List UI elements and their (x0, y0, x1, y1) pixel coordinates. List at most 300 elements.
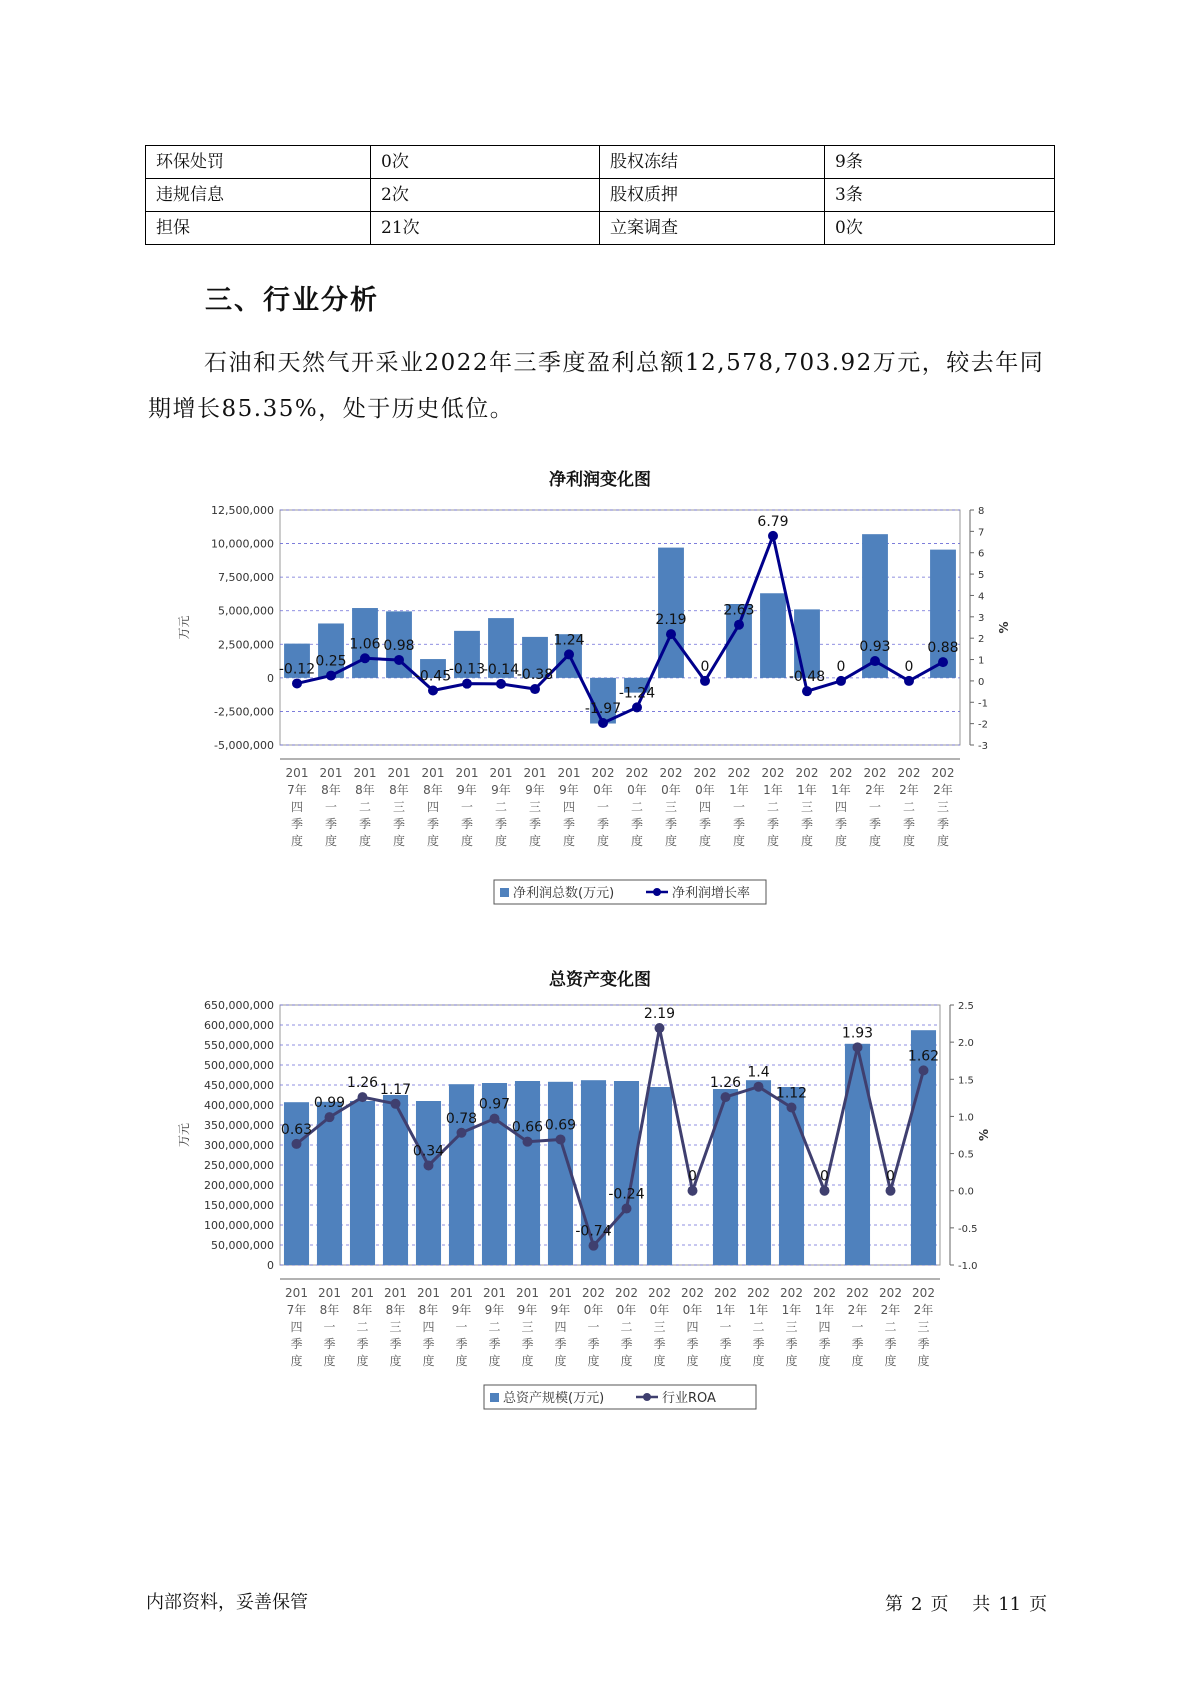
x-tick-label: 201 (319, 766, 343, 780)
x-tick-label: 度 (323, 1354, 336, 1368)
data-label: 1.24 (553, 632, 585, 649)
y-tick-label: 0 (267, 1259, 274, 1272)
y-tick-label: 600,000,000 (204, 1019, 274, 1032)
table-cell: 立案调查 (600, 212, 825, 245)
x-tick-label: 二 (630, 800, 644, 814)
table-cell: 环保处罚 (146, 146, 371, 179)
line-point (326, 671, 336, 681)
x-tick-label: 度 (290, 834, 304, 848)
y-axis-title: 万元 (177, 1122, 191, 1148)
data-label: 0.25 (315, 653, 347, 670)
section-title: 三、行业分析 (205, 285, 379, 316)
data-label: 1.4 (747, 1064, 770, 1081)
x-tick-label: 三 (528, 800, 542, 814)
y-tick-label: 450,000,000 (204, 1079, 274, 1092)
data-label: 0.34 (412, 1143, 445, 1160)
data-label: 2.19 (643, 1006, 676, 1023)
x-tick-label: 9年 (559, 783, 579, 797)
page-prefix: 第 (885, 1594, 903, 1615)
x-tick-label: 202 (761, 766, 785, 780)
x-tick-label: 季 (936, 817, 950, 831)
risk-info-table (145, 145, 1055, 245)
x-tick-label: 度 (620, 1354, 633, 1368)
x-tick-label: 度 (356, 1354, 369, 1368)
x-tick-label: 季 (752, 1337, 765, 1351)
x-tick-label: 季 (818, 1337, 831, 1351)
x-tick-label: 季 (868, 817, 882, 831)
data-label: 1.26 (346, 1075, 379, 1092)
x-tick-label: 季 (455, 1337, 468, 1351)
x-tick-label: 季 (528, 817, 542, 831)
x-tick-label: 9年 (491, 783, 511, 797)
x-tick-label: 三 (389, 1320, 402, 1334)
x-tick-label: 8年 (385, 1303, 406, 1317)
line-point (938, 657, 948, 667)
table-cell: 2次 (371, 179, 600, 212)
x-tick-label: 季 (323, 1337, 336, 1351)
legend-bar-label: 总资产规模(万元) (503, 1391, 605, 1406)
data-label: 1.93 (841, 1025, 874, 1042)
data-label: 0 (904, 658, 914, 675)
x-tick-label: 度 (521, 1354, 534, 1368)
footer-confidential-note: 内部资料，妥善保管 (146, 1592, 308, 1613)
x-tick-label: 9年 (517, 1303, 538, 1317)
x-tick-label: 三 (785, 1320, 798, 1334)
x-tick-label: 202 (780, 1286, 803, 1300)
x-tick-label: 度 (752, 1354, 765, 1368)
y2-tick-label: -3 (978, 741, 988, 752)
x-tick-label: 202 (879, 1286, 902, 1300)
x-tick-label: 二 (488, 1320, 501, 1334)
table-cell: 3条 (825, 179, 1055, 212)
y-tick-label: 2,500,000 (218, 638, 274, 652)
x-tick-label: 202 (681, 1286, 704, 1300)
x-tick-label: 季 (389, 1337, 402, 1351)
y-tick-label: 0 (267, 671, 274, 685)
x-tick-label: 度 (488, 1354, 501, 1368)
line-point (598, 718, 608, 728)
x-tick-label: 度 (460, 834, 474, 848)
x-tick-label: 度 (732, 834, 746, 848)
data-label: -1.97 (584, 700, 622, 717)
y2-tick-label: 8 (978, 506, 985, 517)
data-label: -0.45 (414, 668, 452, 685)
y2-tick-label: -0.5 (958, 1223, 978, 1235)
x-tick-label: 201 (450, 1286, 473, 1300)
y2-tick-label: -2 (978, 719, 988, 731)
x-tick-label: 202 (582, 1286, 605, 1300)
table-cell: 担保 (146, 212, 371, 245)
x-tick-label: 四 (818, 1320, 831, 1334)
legend-line-marker (653, 888, 661, 896)
line-point (360, 653, 370, 663)
x-tick-label: 三 (392, 800, 406, 814)
x-tick-label: 二 (358, 800, 372, 814)
x-tick-label: 四 (698, 800, 712, 814)
y-tick-label: 50,000,000 (211, 1239, 274, 1252)
footer-page-info (885, 1590, 1055, 1616)
y2-axis-title: % (977, 1128, 991, 1142)
x-tick-label: 度 (902, 834, 916, 848)
x-tick-label: 一 (596, 800, 610, 814)
x-tick-label: 0年 (583, 1303, 604, 1317)
x-tick-label: 度 (587, 1354, 600, 1368)
x-tick-label: 季 (620, 1337, 633, 1351)
y2-tick-label: 0.0 (958, 1186, 974, 1198)
x-tick-label: 三 (800, 800, 814, 814)
x-tick-label: 度 (884, 1354, 897, 1368)
table-cell: 股权质押 (600, 179, 825, 212)
x-tick-label: 三 (936, 800, 950, 814)
x-tick-label: 201 (387, 766, 411, 780)
x-tick-label: 202 (846, 1286, 869, 1300)
x-tick-label: 季 (587, 1337, 600, 1351)
y-tick-label: 10,000,000 (211, 537, 274, 551)
x-tick-label: 度 (422, 1354, 435, 1368)
x-tick-label: 季 (766, 817, 780, 831)
x-tick-label: 202 (625, 766, 649, 780)
table-cell: 0次 (371, 146, 600, 179)
x-tick-label: 1年 (729, 783, 749, 797)
x-tick-label: 度 (528, 834, 542, 848)
line-point (490, 1114, 500, 1124)
y2-tick-label: -1 (978, 698, 988, 710)
x-tick-label: 201 (557, 766, 581, 780)
x-tick-label: 季 (653, 1337, 666, 1351)
bar (779, 1087, 804, 1265)
y2-tick-label: 5 (978, 570, 985, 582)
x-tick-label: 度 (630, 834, 644, 848)
x-tick-label: 季 (686, 1337, 699, 1351)
x-tick-label: 8年 (423, 783, 443, 797)
x-tick-label: 0年 (682, 1303, 703, 1317)
y-tick-label: 500,000,000 (204, 1059, 274, 1072)
data-label: 1.12 (775, 1085, 808, 1102)
y-tick-label: 250,000,000 (204, 1159, 274, 1172)
line-point (754, 1082, 764, 1092)
x-tick-label: 0年 (593, 783, 613, 797)
table-cell: 0次 (825, 212, 1055, 245)
x-tick-label: 度 (324, 834, 338, 848)
data-label: 0.93 (859, 639, 891, 656)
y-tick-label: 200,000,000 (204, 1179, 274, 1192)
x-tick-label: 二 (752, 1320, 765, 1334)
x-tick-label: 8年 (319, 1303, 340, 1317)
x-tick-label: 季 (290, 817, 304, 831)
x-tick-label: 2年 (865, 783, 885, 797)
line-point (564, 649, 574, 659)
data-label: -0.48 (788, 669, 826, 686)
x-tick-label: 201 (353, 766, 377, 780)
y2-tick-label: 3 (978, 612, 985, 624)
x-tick-label: 一 (587, 1320, 600, 1334)
y2-tick-label: 0 (978, 676, 985, 688)
data-label: 0.98 (383, 637, 415, 654)
x-tick-label: 202 (829, 766, 853, 780)
line-point (292, 1139, 302, 1149)
x-tick-label: 201 (351, 1286, 374, 1300)
x-tick-label: 201 (421, 766, 445, 780)
x-tick-label: 季 (460, 817, 474, 831)
x-tick-label: 度 (766, 834, 780, 848)
bar (350, 1101, 375, 1265)
total-prefix: 共 (972, 1594, 991, 1615)
data-label: 0.97 (478, 1096, 511, 1113)
x-tick-label: 季 (785, 1337, 798, 1351)
table-row (146, 212, 1055, 245)
x-tick-label: 202 (659, 766, 683, 780)
x-tick-label: 201 (516, 1286, 539, 1300)
bar (746, 1080, 771, 1265)
legend-line-label: 行业ROA (662, 1391, 716, 1406)
x-tick-label: 202 (897, 766, 921, 780)
x-tick-label: 度 (851, 1354, 864, 1368)
x-tick-label: 202 (591, 766, 615, 780)
data-label: 1.62 (907, 1048, 940, 1065)
x-tick-label: 1年 (797, 783, 817, 797)
x-tick-label: 季 (851, 1337, 864, 1351)
x-tick-label: 1年 (715, 1303, 736, 1317)
line-point (820, 1186, 830, 1196)
line-point (292, 678, 302, 688)
x-tick-label: 二 (902, 800, 916, 814)
x-tick-label: 8年 (389, 783, 409, 797)
x-tick-label: 度 (834, 834, 848, 848)
x-tick-label: 1年 (831, 783, 851, 797)
x-tick-label: 四 (554, 1320, 567, 1334)
y2-tick-label: 4 (978, 591, 985, 603)
y2-tick-label: 1.5 (958, 1075, 974, 1087)
line-point (457, 1128, 467, 1138)
y2-axis-title: % (997, 621, 1011, 634)
x-tick-label: 7年 (287, 783, 307, 797)
line-point (904, 676, 914, 686)
total-assets-chart (170, 995, 1040, 1415)
x-tick-label: 季 (800, 817, 814, 831)
x-tick-label: 9年 (457, 783, 477, 797)
data-label: 0.66 (511, 1119, 544, 1136)
x-tick-label: 202 (727, 766, 751, 780)
data-label: -0.38 (516, 667, 554, 684)
line-point (424, 1160, 434, 1170)
line-point (700, 676, 710, 686)
data-label: 0 (700, 658, 710, 675)
x-tick-label: 201 (549, 1286, 572, 1300)
total-pages: 11 (998, 1594, 1022, 1615)
data-label: -0.13 (448, 661, 486, 678)
x-tick-label: 201 (384, 1286, 407, 1300)
x-tick-label: 季 (902, 817, 916, 831)
x-tick-label: 一 (455, 1320, 468, 1334)
x-tick-label: 度 (917, 1354, 930, 1368)
x-tick-label: 9年 (484, 1303, 505, 1317)
x-tick-label: 季 (324, 817, 338, 831)
x-tick-label: 度 (494, 834, 508, 848)
x-tick-label: 季 (422, 1337, 435, 1351)
line-point (768, 531, 778, 541)
x-tick-label: 202 (863, 766, 887, 780)
table-cell: 21次 (371, 212, 600, 245)
x-tick-label: 四 (422, 1320, 435, 1334)
x-tick-label: 度 (358, 834, 372, 848)
x-tick-label: 度 (389, 1354, 402, 1368)
x-tick-label: 季 (884, 1337, 897, 1351)
x-tick-label: 7年 (286, 1303, 307, 1317)
line-point (802, 686, 812, 696)
data-label: 0 (688, 1168, 697, 1185)
x-tick-label: 三 (664, 800, 678, 814)
y2-tick-label: 2.0 (958, 1038, 974, 1050)
data-label: 1.26 (709, 1075, 742, 1092)
x-tick-label: 一 (732, 800, 746, 814)
x-tick-label: 9年 (550, 1303, 571, 1317)
data-label: 0 (820, 1168, 829, 1185)
x-tick-label: 0年 (695, 783, 715, 797)
x-tick-label: 度 (800, 834, 814, 848)
table-cell: 9条 (825, 146, 1055, 179)
line-point (325, 1112, 335, 1122)
data-label: 0 (836, 658, 846, 675)
x-tick-label: 8年 (355, 783, 375, 797)
y-tick-label: 7,500,000 (218, 571, 274, 585)
x-tick-label: 202 (714, 1286, 737, 1300)
legend-line-marker (643, 1393, 651, 1401)
x-tick-label: 1年 (814, 1303, 835, 1317)
page-mid: 页 (930, 1594, 949, 1615)
x-tick-label: 度 (653, 1354, 666, 1368)
x-tick-label: 1年 (748, 1303, 769, 1317)
table-cell: 股权冻结 (600, 146, 825, 179)
x-tick-label: 0年 (627, 783, 647, 797)
line-point (632, 702, 642, 712)
bar (416, 1101, 441, 1265)
x-tick-label: 度 (664, 834, 678, 848)
x-tick-label: 度 (554, 1354, 567, 1368)
x-tick-label: 季 (554, 1337, 567, 1351)
legend-bar-label: 净利润总数(万元) (513, 886, 615, 901)
x-tick-label: 8年 (418, 1303, 439, 1317)
x-tick-label: 度 (426, 834, 440, 848)
x-tick-label: 201 (523, 766, 547, 780)
line-point (919, 1065, 929, 1075)
bar (760, 593, 786, 678)
line-point (530, 684, 540, 694)
x-tick-label: 度 (596, 834, 610, 848)
x-tick-label: 季 (358, 817, 372, 831)
data-label: 0 (886, 1168, 895, 1185)
x-tick-label: 度 (818, 1354, 831, 1368)
y-axis-title: 万元 (177, 615, 191, 640)
page-number: 2 (911, 1594, 923, 1615)
y-tick-label: 150,000,000 (204, 1199, 274, 1212)
x-tick-label: 202 (931, 766, 955, 780)
x-tick-label: 201 (455, 766, 479, 780)
line-point (358, 1092, 368, 1102)
x-tick-label: 201 (489, 766, 513, 780)
line-point (853, 1042, 863, 1052)
y2-tick-label: 0.5 (958, 1149, 974, 1161)
x-tick-label: 四 (290, 800, 304, 814)
y-tick-label: 5,000,000 (218, 604, 274, 618)
net-profit-chart (170, 495, 1040, 910)
x-tick-label: 季 (630, 817, 644, 831)
data-label: 0.63 (280, 1121, 313, 1138)
table-row (146, 146, 1055, 179)
x-tick-label: 季 (596, 817, 610, 831)
x-tick-label: 季 (719, 1337, 732, 1351)
line-point (391, 1099, 401, 1109)
x-tick-label: 度 (562, 834, 576, 848)
y-tick-label: 650,000,000 (204, 999, 274, 1012)
x-tick-label: 2年 (880, 1303, 901, 1317)
x-tick-label: 一 (324, 800, 338, 814)
table-row (146, 179, 1055, 212)
x-tick-label: 季 (917, 1337, 930, 1351)
data-label: 0.69 (544, 1117, 577, 1134)
data-label: 2.63 (723, 602, 755, 619)
x-tick-label: 8年 (352, 1303, 373, 1317)
line-point (523, 1137, 533, 1147)
y-tick-label: 550,000,000 (204, 1039, 274, 1052)
legend-bar-swatch (500, 888, 509, 897)
risk-table-body (146, 146, 1055, 245)
bar (515, 1081, 540, 1265)
x-tick-label: 一 (323, 1320, 336, 1334)
x-tick-label: 8年 (321, 783, 341, 797)
x-tick-label: 一 (460, 800, 474, 814)
data-label: -0.74 (575, 1223, 612, 1240)
x-tick-label: 201 (285, 1286, 308, 1300)
x-tick-label: 202 (912, 1286, 935, 1300)
bar (614, 1081, 639, 1265)
data-label: 0.88 (927, 640, 959, 657)
data-label: -0.12 (278, 661, 316, 678)
legend-line-label: 净利润增长率 (672, 886, 751, 901)
y-tick-label: 300,000,000 (204, 1139, 274, 1152)
x-tick-label: 0年 (616, 1303, 637, 1317)
y-tick-label: -5,000,000 (214, 739, 274, 752)
x-tick-label: 度 (936, 834, 950, 848)
x-tick-label: 9年 (525, 783, 545, 797)
x-tick-label: 季 (562, 817, 576, 831)
x-tick-label: 度 (290, 1354, 303, 1368)
x-tick-label: 季 (698, 817, 712, 831)
y2-tick-label: 6 (978, 548, 985, 560)
x-tick-label: 201 (285, 766, 309, 780)
x-tick-label: 1年 (763, 783, 783, 797)
line-point (836, 676, 846, 686)
data-label: 0.99 (313, 1095, 346, 1112)
x-tick-label: 9年 (451, 1303, 472, 1317)
x-tick-label: 2年 (899, 783, 919, 797)
x-tick-label: 四 (562, 800, 576, 814)
line-point (394, 655, 404, 665)
x-tick-label: 202 (813, 1286, 836, 1300)
x-tick-label: 季 (488, 1337, 501, 1351)
x-tick-label: 季 (521, 1337, 534, 1351)
data-label: 1.06 (349, 636, 381, 653)
data-label: 0.78 (445, 1110, 478, 1127)
y-tick-label: -2,500,000 (214, 705, 274, 719)
x-tick-label: 度 (719, 1354, 732, 1368)
bar (845, 1044, 870, 1265)
x-tick-label: 201 (318, 1286, 341, 1300)
y2-tick-label: -1.0 (958, 1261, 978, 1272)
x-tick-label: 季 (426, 817, 440, 831)
data-label: 6.79 (757, 513, 789, 530)
x-tick-label: 三 (521, 1320, 534, 1334)
x-tick-label: 1年 (781, 1303, 802, 1317)
